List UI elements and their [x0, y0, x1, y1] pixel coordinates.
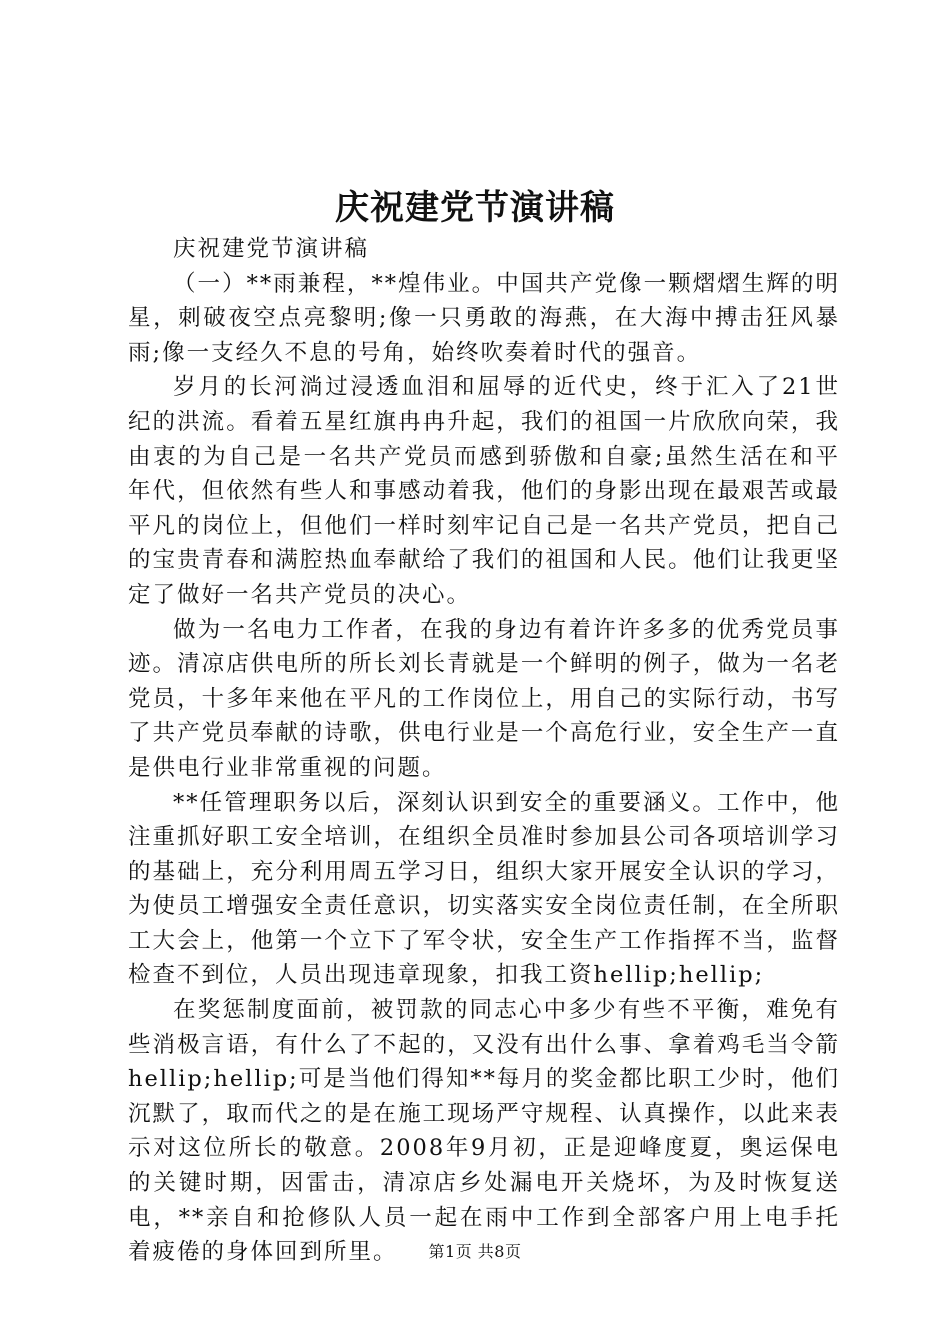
paragraph: **任管理职务以后，深刻认识到安全的重要涵义。工作中，他注重抓好职工安全培训，在组织全员准时参加县公司各项培训学习的基础上，充分利用周五学习日，组织大家开展安全认识的学习，为使员工增强安全责任意识，切实落实安全岗位责任制，在全所职工大会上，他第一个立下了军令状，安全生产工作指挥不当，监督检查不到位，人员出现违章现象，扣我工资hellip;hellip;: [128, 789, 840, 989]
document-title: 庆祝建党节演讲稿: [335, 188, 615, 228]
paragraph: 在奖惩制度面前，被罚款的同志心中多少有些不平衡，难免有些消极言语，有什么了不起的，又没有出什么事、拿着鸡毛当令箭hellip;hellip;可是当他们得知**每月的奖金都比职工少时，他们沉默了，取而代之的是在施工现场严守规程、认真操作，以此来表示对这位所长的敬意。2008年9月初，正是迎峰度夏，奥运保电的关键时期，因雷击，清凉店乡处漏电开关烧坏，为及时恢复送电，**亲自和抢修队人员一起在雨中工作到全部客户用上电手托着疲倦的身体回到所里。: [128, 997, 840, 1266]
page-number-footer: 第1页 共8页: [428, 1242, 522, 1261]
paragraph-heading: 庆祝建党节演讲稿: [173, 236, 370, 262]
document-body: [128, 232, 840, 1270]
paragraph: （一）**雨兼程，**煌伟业。中国共产党像一颗熠熠生辉的明星，刺破夜空点亮黎明;像一只勇敢的海燕，在大海中搏击狂风暴雨;像一支经久不息的号角，始终吹奏着时代的强音。: [128, 270, 840, 366]
paragraph: 做为一名电力工作者，在我的身边有着许许多多的优秀党员事迹。清凉店供电所的所长刘长青就是一个鲜明的例子，做为一名老党员，十多年来他在平凡的工作岗位上，用自己的实际行动，书写了共产党员奉献的诗歌，供电行业是一个高危行业，安全生产一直是供电行业非常重视的问题。: [128, 616, 840, 781]
paragraph: 岁月的长河淌过浸透血泪和屈辱的近代史，终于汇入了21世纪的洪流。看着五星红旗冉冉升起，我们的祖国一片欣欣向荣，我由衷的为自己是一名共产党员而感到骄傲和自豪;虽然生活在和平年代，但依然有些人和事感动着我，他们的身影出现在最艰苦或最平凡的岗位上，但他们一样时刻牢记自己是一名共产党员，把自己的宝贵青春和满腔热血奉献给了我们的祖国和人民。他们让我更坚定了做好一名共产党员的决心。: [128, 374, 840, 608]
